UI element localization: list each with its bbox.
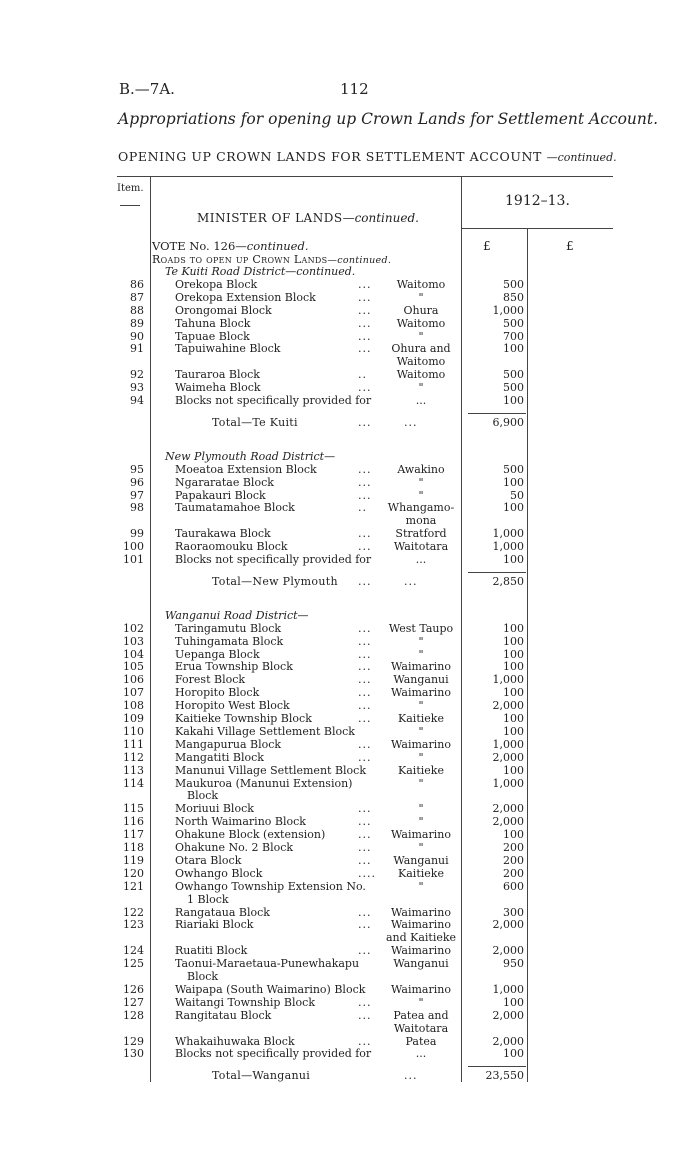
block-name: Uepanga Block: [175, 647, 260, 661]
district-location: Wanganui: [393, 673, 449, 687]
amount: 100: [503, 1047, 524, 1061]
leader-dots: ...: [358, 316, 372, 330]
amount: 1,000: [492, 540, 524, 554]
leader-dots: ...: [358, 290, 372, 304]
item-number: 101: [123, 553, 144, 566]
subtitle-text: OPENING UP CROWN LANDS FOR SETTLEMENT ACCOUNT: [118, 149, 542, 164]
district-location: Wanganui: [393, 853, 449, 867]
district-total: Total—Te Kuiti: [212, 415, 298, 429]
block-name: Owhango Block: [175, 866, 263, 880]
item-number: 116: [123, 815, 144, 829]
item-number: 104: [123, 647, 144, 661]
district-location: Ohura: [403, 303, 439, 317]
item-number: 106: [123, 673, 144, 687]
amount: 100: [503, 712, 524, 725]
leader-dots: ...: [358, 527, 372, 541]
item-number: 89: [130, 316, 144, 330]
amount: 500: [503, 277, 524, 291]
block-name: Ruatiti Block: [175, 944, 248, 958]
item-number: 95: [130, 462, 144, 476]
item-number: 91: [130, 342, 144, 356]
amount: 100: [503, 763, 524, 777]
amount: 100: [503, 501, 524, 515]
block-name: Rangitatau Block: [175, 1008, 272, 1022]
block-name: Tauraroa Block: [175, 368, 260, 382]
district-location: Waimarino: [391, 686, 451, 700]
amount: 100: [503, 394, 524, 407]
item-number: 86: [130, 277, 144, 291]
item-column-rule: [150, 177, 151, 1082]
amount: 100: [503, 995, 524, 1009]
item-number: 98: [130, 501, 144, 515]
amount: 850: [503, 290, 524, 304]
item-number: 103: [123, 634, 144, 648]
amount: 100: [503, 647, 524, 661]
leader-dots: ...: [358, 660, 372, 674]
minister-heading: [197, 211, 419, 225]
leader-dots: ...: [358, 574, 372, 588]
district-location: ...: [415, 1047, 427, 1061]
total-location-dots: ...: [404, 415, 418, 429]
block-name: Taringamutu Block: [175, 621, 282, 635]
district-total: Total—Wanganui: [212, 1069, 311, 1083]
amount: 2,000: [492, 699, 524, 713]
block-name: Orekopa Extension Block: [175, 290, 316, 304]
leader-dots: ...: [358, 944, 372, 958]
block-name: Papakauri Block: [175, 488, 266, 502]
amount: 1,000: [492, 303, 524, 317]
leader-dots: ...: [358, 1034, 372, 1048]
district-location: Waimarino: [391, 905, 451, 919]
district-location: and Kaitieke: [385, 931, 457, 945]
leader-dots: ..: [358, 368, 367, 382]
amount: 200: [503, 866, 524, 880]
amount: 2,000: [492, 815, 524, 829]
leader-dots: ...: [358, 415, 372, 429]
amount: 2,000: [492, 750, 524, 764]
block-name: Kakahi Village Settlement Block: [175, 724, 355, 738]
leader-dots: ...: [358, 488, 372, 502]
block-name: Moeatoa Extension Block: [175, 462, 317, 476]
district-location: Kaitieke: [398, 712, 444, 725]
amount: 500: [503, 381, 524, 395]
amount: 300: [503, 905, 524, 919]
amount: 1,000: [492, 527, 524, 541]
district-location: West Taupo: [388, 621, 454, 635]
amount: 1,000: [492, 982, 524, 996]
amount: 100: [503, 634, 524, 648]
block-name: Waipapa (South Waimarino) Block: [175, 982, 366, 996]
district-location: Waimarino: [391, 660, 451, 674]
district-location: ": [418, 841, 424, 854]
block-name: Maukuroa (Manunui Extension): [175, 776, 353, 790]
sub-column-rule: [527, 229, 528, 1082]
block-name: Mangapurua Block: [175, 737, 282, 751]
block-name: Horopito Block: [175, 686, 260, 700]
leader-dots: ...: [358, 699, 372, 713]
item-number: 121: [123, 879, 144, 893]
block-name: Tahuna Block: [175, 316, 251, 330]
leader-dots: ...: [358, 277, 372, 291]
district-location: Waitomo: [396, 368, 446, 382]
item-number: 93: [130, 381, 144, 395]
district-location: Waimarino: [391, 918, 451, 932]
page-title: Appropriations for opening up Crown Lands for Settlement Account.: [118, 110, 659, 128]
amount: 500: [503, 316, 524, 330]
block-name: Taurakawa Block: [175, 527, 271, 541]
leader-dots: ...: [358, 995, 372, 1009]
item-number: 108: [123, 699, 144, 713]
vote-heading: [152, 239, 309, 253]
amount: 600: [503, 879, 524, 893]
roads-text: Roads to open up Crown Lands: [152, 253, 328, 266]
district-location: ": [418, 802, 424, 816]
leader-dots: ...: [358, 647, 372, 661]
leader-dots: ...: [358, 381, 372, 395]
district-location: ...: [415, 553, 427, 566]
leader-dots: ...: [358, 686, 372, 700]
document-code: B.—7A.: [119, 80, 175, 98]
amount: 500: [503, 462, 524, 476]
district-location: Stratford: [395, 527, 447, 541]
amount: 500: [503, 368, 524, 382]
district-location: Waimarino: [391, 828, 451, 842]
amount: 200: [503, 841, 524, 854]
district-location: Patea: [405, 1034, 437, 1048]
district-location: Waitomo: [396, 355, 446, 369]
block-name: Blocks not specifically provided for: [175, 1047, 372, 1061]
block-name-continued: 1 Block: [187, 892, 229, 906]
district-location: Kaitieke: [398, 763, 444, 777]
leader-dots: ....: [358, 866, 376, 880]
item-number: 110: [123, 724, 144, 738]
total-amount: 2,850: [492, 574, 524, 588]
item-number: 126: [123, 982, 144, 996]
item-number: 99: [130, 527, 144, 541]
amount: 950: [503, 957, 524, 971]
page-number: 112: [340, 80, 369, 98]
total-rule: [468, 1066, 526, 1067]
block-name: Kaitieke Township Block: [175, 712, 312, 725]
account-subtitle: [118, 149, 617, 164]
block-name: Blocks not specifically provided for: [175, 553, 372, 566]
district-location: Waitomo: [396, 277, 446, 291]
minister-continued: —continued.: [342, 211, 419, 225]
item-number: 111: [123, 737, 144, 751]
district-location: Waitotara: [393, 540, 449, 554]
total-location-dots: ...: [404, 574, 418, 588]
district-location: ": [418, 329, 424, 343]
block-name: North Waimarino Block: [175, 815, 306, 829]
block-name: Ohakune Block (extension): [175, 828, 326, 842]
item-number: 119: [123, 853, 144, 867]
currency-symbol-1: £: [483, 239, 491, 253]
district-location: ...: [415, 394, 427, 407]
item-number: 128: [123, 1008, 144, 1022]
amount: 200: [503, 853, 524, 867]
amount: 2,000: [492, 1034, 524, 1048]
leader-dots: ...: [358, 712, 372, 725]
item-number: 118: [123, 841, 144, 854]
item-number: 120: [123, 866, 144, 880]
amount: 100: [503, 686, 524, 700]
district-heading: Te Kuiti Road District—continued.: [165, 265, 356, 278]
amount: 2,000: [492, 918, 524, 932]
total-amount: 6,900: [492, 415, 524, 429]
amount: 2,000: [492, 944, 524, 958]
block-name: Owhango Township Extension No.: [175, 879, 366, 893]
block-name: Taumatamahoe Block: [175, 501, 295, 515]
total-amount: 23,550: [485, 1069, 524, 1083]
item-number: 129: [123, 1034, 144, 1048]
block-name: Whakaihuwaka Block: [175, 1034, 295, 1048]
item-number: 115: [123, 802, 144, 816]
amount: 100: [503, 553, 524, 566]
block-name: Moriuui Block: [175, 802, 254, 816]
amount: 2,000: [492, 802, 524, 816]
item-number: 117: [123, 828, 144, 842]
item-number: 112: [123, 750, 144, 764]
block-name: Orekopa Block: [175, 277, 258, 291]
block-name: Waimeha Block: [175, 381, 261, 395]
leader-dots: ...: [358, 853, 372, 867]
district-location: Waimarino: [391, 944, 451, 958]
block-name: Waitangi Township Block: [175, 995, 315, 1009]
amount: 1,000: [492, 673, 524, 687]
leader-dots: ...: [358, 303, 372, 317]
leader-dots: ...: [358, 918, 372, 932]
vote-text: VOTE No. 126: [152, 239, 236, 253]
item-number: 122: [123, 905, 144, 919]
district-location: Whangamo-: [387, 501, 455, 515]
block-name: Taonui-Maraetaua-Punewhakapu: [175, 957, 360, 971]
item-number: 105: [123, 660, 144, 674]
district-location: Awakino: [397, 462, 445, 476]
district-heading: Wanganui Road District—: [165, 608, 309, 622]
block-name: Tapuiwahine Block: [175, 342, 281, 356]
year-header: 1912–13.: [505, 193, 570, 209]
item-number: 96: [130, 475, 144, 489]
block-name: Mangatiti Block: [175, 750, 264, 764]
item-number: 124: [123, 944, 144, 958]
district-location: Waimarino: [391, 982, 451, 996]
total-rule: [468, 413, 526, 414]
leader-dots: ...: [358, 342, 372, 356]
district-location: ": [418, 381, 424, 395]
item-number: 94: [130, 394, 144, 407]
district-location: ": [418, 724, 424, 738]
district-location: ": [418, 699, 424, 713]
leader-dots: ...: [358, 802, 372, 816]
subtitle-continued: —continued.: [546, 151, 617, 164]
district-total: Total—New Plymouth: [212, 574, 338, 588]
leader-dots: ...: [358, 634, 372, 648]
district-location: Waitomo: [396, 316, 446, 330]
minister-text: MINISTER OF LANDS: [197, 211, 343, 225]
amount: 100: [503, 621, 524, 635]
district-location: ": [418, 647, 424, 661]
block-name-continued: Block: [187, 970, 219, 983]
leader-dots: ...: [358, 462, 372, 476]
item-number: 87: [130, 290, 144, 304]
district-location: ": [418, 995, 424, 1009]
amount: 100: [503, 828, 524, 842]
item-number: 102: [123, 621, 144, 635]
amount: 100: [503, 475, 524, 489]
item-number: 88: [130, 303, 144, 317]
district-location: ": [418, 815, 424, 829]
block-name: Riariaki Block: [175, 918, 254, 932]
block-name: Tuhingamata Block: [175, 634, 284, 648]
district-location: ": [418, 488, 424, 502]
leader-dots: ...: [358, 673, 372, 687]
item-number: 90: [130, 329, 144, 343]
district-location: ": [418, 750, 424, 764]
item-number: 127: [123, 995, 144, 1009]
block-name: Forest Block: [175, 673, 246, 687]
amount: 1,000: [492, 776, 524, 790]
item-number: 130: [123, 1047, 144, 1061]
item-header-rule: [120, 205, 140, 206]
block-name: Manunui Village Settlement Block: [175, 763, 366, 777]
district-location: ": [418, 634, 424, 648]
item-number: 113: [123, 763, 144, 777]
leader-dots: ...: [358, 329, 372, 343]
district-location: Kaitieke: [398, 866, 444, 880]
block-name: Otara Block: [175, 853, 242, 867]
vote-continued: —continued.: [235, 239, 309, 253]
currency-symbol-2: £: [566, 239, 574, 253]
amount: 2,000: [492, 1008, 524, 1022]
leader-dots: ...: [358, 621, 372, 635]
amount: 100: [503, 724, 524, 738]
district-location: Patea and: [393, 1008, 449, 1022]
block-name: Horopito West Block: [175, 699, 290, 713]
leader-dots: ...: [358, 828, 372, 842]
district-location: Waitotara: [393, 1021, 449, 1035]
leader-dots: ...: [358, 905, 372, 919]
district-location: Waimarino: [391, 737, 451, 751]
leader-dots: ...: [358, 540, 372, 554]
roads-continued: —continued.: [327, 255, 392, 266]
item-number: 114: [123, 776, 144, 790]
item-number: 125: [123, 957, 144, 971]
district-location: ": [418, 776, 424, 790]
district-heading: New Plymouth Road District—: [165, 449, 336, 463]
amount: 1,000: [492, 737, 524, 751]
year-header-rule: [461, 228, 613, 229]
item-number: 100: [123, 540, 144, 554]
item-number: 107: [123, 686, 144, 700]
block-name: Blocks not specifically provided for: [175, 394, 372, 407]
block-name: Ohakune No. 2 Block: [175, 841, 294, 854]
leader-dots: ..: [358, 501, 367, 515]
district-location: ": [418, 879, 424, 893]
item-number: 109: [123, 712, 144, 725]
leader-dots: ...: [358, 475, 372, 489]
block-name: Ngararatae Block: [175, 475, 274, 489]
amount: 100: [503, 660, 524, 674]
block-name: Rangataua Block: [175, 905, 270, 919]
leader-dots: ...: [358, 750, 372, 764]
leader-dots: ...: [358, 815, 372, 829]
item-number: 92: [130, 368, 144, 382]
block-name: Raoraomouku Block: [175, 540, 288, 554]
leader-dots: ...: [358, 841, 372, 854]
table-top-rule: [117, 176, 613, 177]
block-name-continued: Block: [187, 789, 219, 803]
district-location: Wanganui: [393, 957, 449, 971]
block-name: Tapuae Block: [175, 329, 250, 343]
amount: 50: [510, 488, 524, 502]
district-location: Ohura and: [391, 342, 451, 356]
total-rule: [468, 572, 526, 573]
item-number: 123: [123, 918, 144, 932]
total-location-dots: ...: [404, 1069, 418, 1083]
item-column-header: Item.: [117, 183, 144, 194]
district-location: mona: [405, 514, 437, 528]
district-location: ": [418, 475, 424, 489]
block-name: Orongomai Block: [175, 303, 272, 317]
block-name: Erua Township Block: [175, 660, 293, 674]
district-location: ": [418, 290, 424, 304]
leader-dots: ...: [358, 737, 372, 751]
amount: 700: [503, 329, 524, 343]
amount: 100: [503, 342, 524, 356]
item-number: 97: [130, 488, 144, 502]
leader-dots: ...: [358, 1008, 372, 1022]
